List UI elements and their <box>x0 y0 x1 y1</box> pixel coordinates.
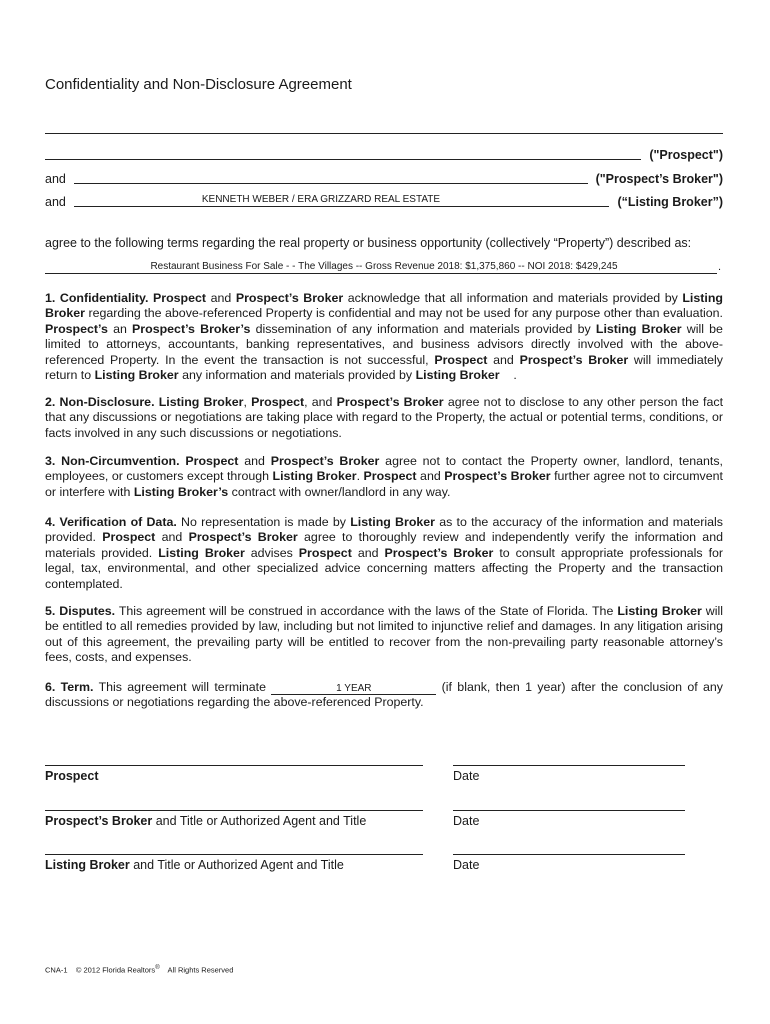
agree-statement: agree to the following terms regarding the real property or business opportunity (collectively “Property”) described as: <box>45 236 692 250</box>
date-label: Date <box>453 769 480 783</box>
section-heading: 1. Confidentiality. <box>45 291 149 305</box>
and-label: and <box>45 195 66 209</box>
prospect-broker-tag: ("Prospect’s Broker") <box>595 172 723 186</box>
prospect-tag: ("Prospect") <box>649 148 723 162</box>
section-non-circumvention: 3. Non-Circumvention. Prospect and Prospect’s Broker agree not to contact the Property owner, landlord, tenants, employees, or customers except through Listing Broker. Prospect and Prospect’s Broker further agree not to circumvent or interfere with Listing Broker’s contract with owner/landlord in any way. <box>45 454 723 499</box>
prospect-broker-signature-label: Prospect’s Broker and Title or Authorized Agent and Title <box>45 814 367 828</box>
rights: All Rights Reserved <box>167 965 234 975</box>
copyright: © 2012 Florida Realtors <box>75 965 156 975</box>
section-heading: 6. Term. <box>45 680 94 694</box>
prospect-broker-signature-line[interactable] <box>45 810 423 811</box>
registered-mark: ® <box>155 965 160 971</box>
section-confidentiality: 1. Confidentiality. Prospect and Prospect’s Broker acknowledge that all information and materials provided by Listing Broker regarding the above-referenced Property is confidential and may not be used for any purpose other than evaluation. Prospect’s an Prospect’s Broker’s dissemination of any information and materials provided by Listing Broker will be limited to attorneys, accountants, banking representatives, and business advisors directly involved with the above-referenced Property. In the event the transaction is not successful, Prospect and Prospect’s Broker will immediately return to Listing Broker any information and materials provided by Listing Broker . <box>45 291 723 383</box>
property-line <box>45 273 717 274</box>
form-id: CNA-1 <box>45 965 68 975</box>
prospect-broker-date-line[interactable] <box>453 810 685 811</box>
section-heading: 5. Disputes. <box>45 604 116 618</box>
prospect-signature-label: Prospect <box>45 769 99 783</box>
property-description[interactable]: Restaurant Business For Sale - - The Villages -- Gross Revenue 2018: $1,375,860 -- NOI 2018: $429,245 <box>150 261 618 272</box>
listing-broker-signature-label: Listing Broker and Title or Authorized Agent and Title <box>45 858 344 872</box>
listing-broker-value: KENNETH WEBER / ERA GRIZZARD REAL ESTATE <box>201 194 441 205</box>
document-title: Confidentiality and Non-Disclosure Agreement <box>45 76 352 93</box>
date-label: Date <box>453 858 480 872</box>
prospect-date-line[interactable] <box>453 765 685 766</box>
section-non-disclosure: 2. Non-Disclosure. Listing Broker, Prospect, and Prospect’s Broker agree not to disclose to any other person the fact that any discussions or negotiations are taking place with regard to the Property, the actual or potential terms, conditions, or facts involved in any such discussions or negotiations. <box>45 395 724 440</box>
term-field[interactable]: 1 YEAR <box>271 683 436 695</box>
listing-broker-signature-line[interactable] <box>45 854 423 855</box>
listing-broker-row <box>45 193 723 209</box>
section-heading: 2. Non-Disclosure. <box>45 395 155 409</box>
listing-broker-field[interactable] <box>74 193 610 207</box>
listing-broker-tag: (“Listing Broker”) <box>617 195 723 209</box>
prospect-name-field[interactable] <box>45 146 641 160</box>
and-label: and <box>45 172 66 186</box>
section-heading: 3. Non-Circumvention. <box>45 454 180 468</box>
section-verification: 4. Verification of Data. No representation is made by Listing Broker as to the accuracy of the information and materials provided. Prospect and Prospect’s Broker agree to thoroughly review and independently verify the information and materials provided. Listing Broker advises Prospect and Prospect’s Broker to consult appropriate professionals for legal, tax, environmental, and other specialized advice concerning matters affecting the Property and the transaction contemplated. <box>45 515 724 591</box>
prospect-signature-line[interactable] <box>45 765 423 766</box>
footer <box>45 965 233 975</box>
section-disputes: 5. Disputes. This agreement will be construed in accordance with the laws of the State of Florida. The Listing Broker will be entitled to all remedies provided by law, including but not limited to injunctive relief and damages. In any litigation arising out of this agreement, the prevailing party will be entitled to recover from the non-prevailing party reasonable attorney’s fees, costs, and expenses. <box>45 604 724 665</box>
section-heading: 4. Verification of Data. <box>45 515 177 529</box>
date-label: Date <box>453 814 480 828</box>
prospect-broker-row <box>45 170 723 186</box>
blank-line <box>45 133 723 134</box>
prospect-broker-field[interactable] <box>74 170 588 184</box>
section-term: 6. Term. This agreement will terminate 1 YEAR (if blank, then 1 year) after the conclusion of any discussions or negotiations regarding the above-referenced Property. <box>45 680 723 710</box>
prospect-row <box>45 146 723 162</box>
listing-broker-date-line[interactable] <box>453 854 685 855</box>
property-end: . <box>718 261 722 273</box>
